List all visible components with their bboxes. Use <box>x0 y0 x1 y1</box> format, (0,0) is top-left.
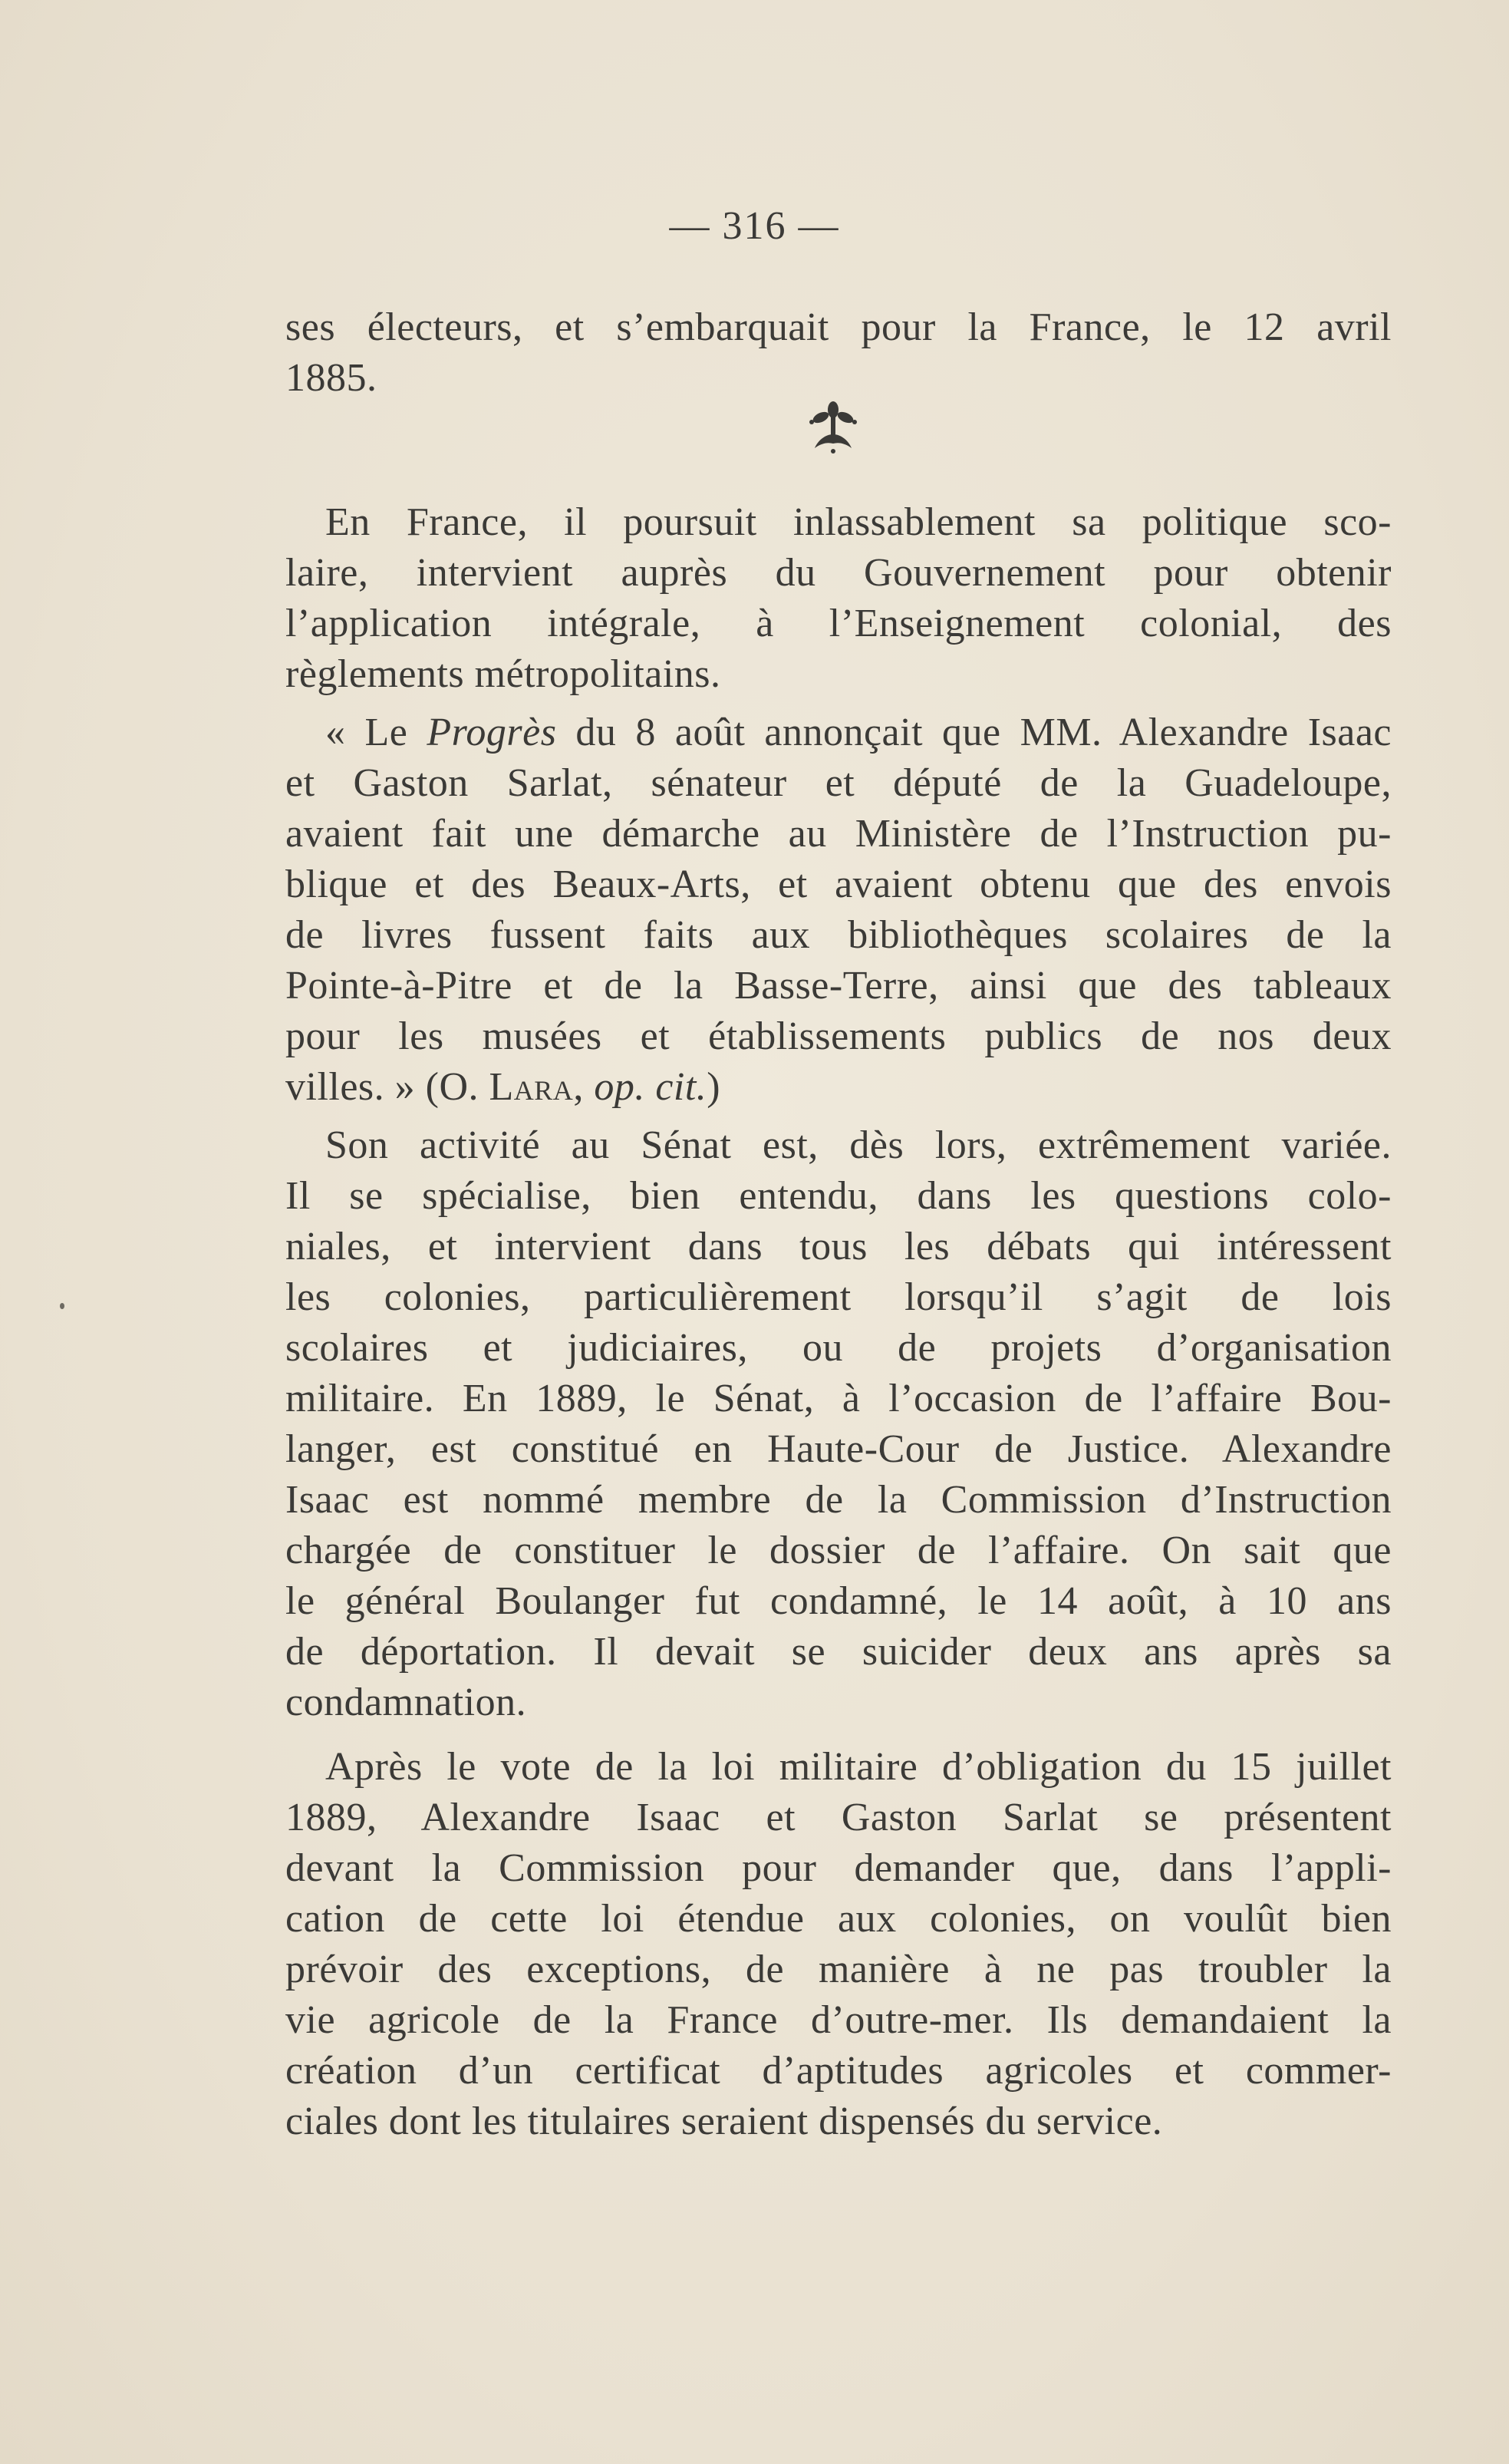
text-line: de livres fussent faits aux bibliothèques scolaires de la <box>285 913 1392 957</box>
text-line: Il se spécialise, bien entendu, dans les questions colo- <box>285 1174 1392 1218</box>
citation-reference: op. cit. <box>594 1065 707 1109</box>
text-line <box>285 708 1392 758</box>
page-number: — 316 — <box>669 204 840 248</box>
quote-end: villes. » (O. <box>285 1065 489 1109</box>
text-line: Pointe-à-Pitre et de la Basse-Terre, ainsi que des tableaux <box>285 964 1392 1008</box>
text-line: 1885. <box>285 356 377 400</box>
text-line: ciales dont les titulaires seraient dispensés du service. <box>285 2100 1163 2143</box>
citation-separator: , <box>573 1065 595 1109</box>
text-line: Après le vote de la loi militaire d’obligation du 15 juillet <box>325 1745 1392 1789</box>
text-line: condamnation. <box>285 1681 527 1724</box>
text-line: devant la Commission pour demander que, dans l’appli- <box>285 1846 1392 1890</box>
paragraph-1 <box>285 497 1392 700</box>
text-line: vie agricole de la France d’outre-mer. Ils demandaient la <box>285 1998 1392 2042</box>
text-line: cation de cette loi étendue aux colonies, on voulût bien <box>285 1897 1392 1941</box>
text-line: les colonies, particulièrement lorsqu’il s’agit de lois <box>285 1275 1392 1319</box>
paper-speck <box>60 1303 64 1309</box>
continuation-paragraph <box>285 302 1392 404</box>
text-line: chargée de constituer le dossier de l’affaire. On sait que <box>285 1529 1392 1572</box>
text-line: prévoir des exceptions, de manière à ne pas troubler la <box>285 1948 1392 1991</box>
text-line: niales, et intervient dans tous les débats qui intéressent <box>285 1225 1392 1268</box>
citation-author: Lara <box>489 1065 574 1109</box>
text-line: laire, intervient auprès du Gouvernement pour obtenir <box>285 551 1392 595</box>
text-line: scolaires et judiciaires, ou de projets d’organisation <box>285 1326 1392 1370</box>
paragraph-4 <box>285 1742 1392 2147</box>
text-line <box>285 1062 1392 1113</box>
fleuron-icon <box>802 399 864 454</box>
quote-text: du 8 août annonçait que MM. Alexandre Isaac <box>556 711 1392 754</box>
quotation-paragraph <box>285 708 1392 1113</box>
text-line: militaire. En 1889, le Sénat, à l’occasion de l’affaire Bou- <box>285 1377 1392 1420</box>
text-line: blique et des Beaux-Arts, et avaient obtenu que des envois <box>285 863 1392 906</box>
text-line: avaient fait une démarche au Ministère de l’Instruction pu- <box>285 812 1392 856</box>
text-line: Isaac est nommé membre de la Commission d’Instruction <box>285 1478 1392 1522</box>
text-line: le général Boulanger fut condamné, le 14 août, à 10 ans <box>285 1579 1392 1623</box>
text-line: ses électeurs, et s’embarquait pour la France, le 12 avril <box>285 305 1392 349</box>
text-line: de déportation. Il devait se suicider deux ans après sa <box>285 1630 1392 1674</box>
text-line: création d’un certificat d’aptitudes agricoles et commer- <box>285 2049 1392 2093</box>
text-line: règlements métropolitains. <box>285 652 721 696</box>
journal-title: Progrès <box>427 711 557 754</box>
text-line: l’application intégrale, à l’Enseignement colonial, des <box>285 602 1392 645</box>
quote-open: « Le <box>325 711 427 754</box>
text-line: Son activité au Sénat est, dès lors, extrêmement variée. <box>325 1123 1392 1167</box>
text-line: langer, est constitué en Haute-Cour de Justice. Alexandre <box>285 1427 1392 1471</box>
text-line: pour les musées et établissements publics de nos deux <box>285 1014 1392 1058</box>
text-line: 1889, Alexandre Isaac et Gaston Sarlat se présentent <box>285 1796 1392 1839</box>
text-line: et Gaston Sarlat, sénateur et député de la Guadeloupe, <box>285 761 1392 805</box>
citation-close: ) <box>707 1065 721 1109</box>
text-line: En France, il poursuit inlassablement sa politique sco- <box>325 500 1392 544</box>
paragraph-3 <box>285 1120 1392 1728</box>
